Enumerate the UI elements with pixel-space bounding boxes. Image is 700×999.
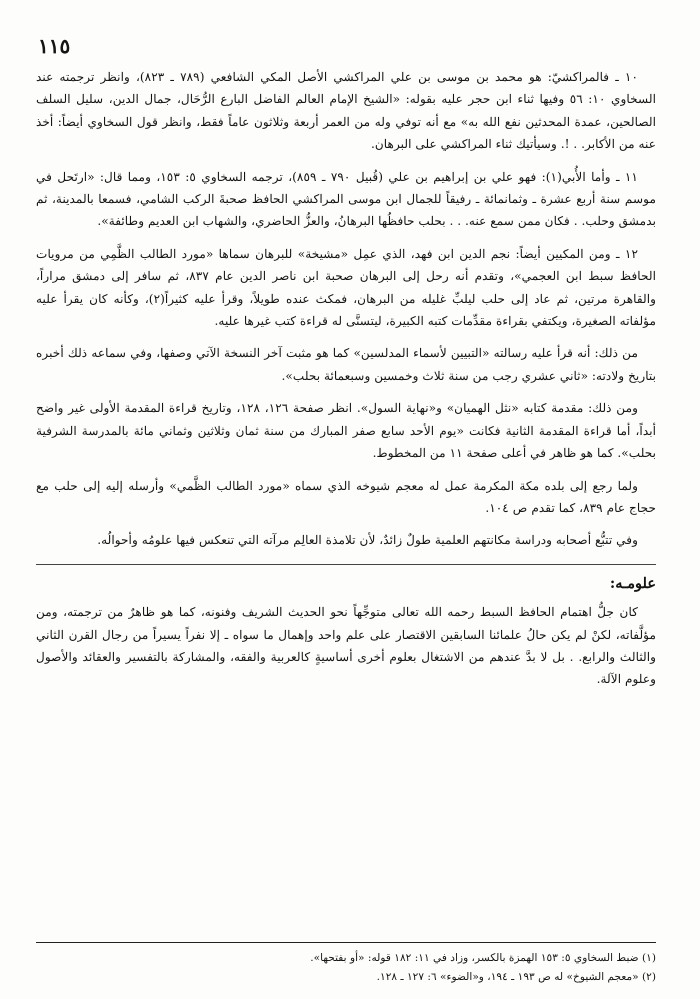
- paragraph-entry-10: ١٠ ـ فالمراكشيّ: هو محمد بن موسى بن علي المراكشي الأصل المكي الشافعي (٧٨٩ ـ ٨٢٣)، وانظر ترجمته عند السخاوي ١٠: ٥٦ وفيها ثناء ابن حجر عليه بقوله: «الشيخ الإمام العالم الفاضل البارع الرُّحَال، جمال الدين، سليل السلف الصالحين، عمدة المحدثين نفع الله به» مع أنه توفي وله من العمر أربعة وثلاثون عاماً فقط، وانظر قول السخاوي أيضاً: أخذ عنه من الأكابر. . !. وسيأتيك ثناء المراكشي على البرهان.: [36, 70, 656, 152]
- section-heading-uloom: علومـه:: [36, 564, 656, 595]
- paragraph-entry-11: ١١ ـ وأما الأُبي(١): فهو علي بن إبراهيم بن علي (قُبيل ٧٩٠ ـ ٨٥٩)، ترجمه السخاوي ٥: ١٥٣، ومما قال: «ارتَحل في موسم سنة أربع عشرة ـ وثمانمائة ـ رفيقاً للجمال ابن موسى المراكشي الحافظ صحبةَ الركب الشامي، فسمعا بالمدينة، ثم بدمشق وحلب. . فكان ممن سمع عنه. . . بحلب حافظُها البرهانُ، والعزُّ الحاضري، والشهاب ابن العديم وطائفة».: [36, 169, 656, 229]
- footnote-1: (١) ضبط السخاوي ٥: ١٥٣ الهمزة بالكسر، وزاد في ١١: ١٨٢ قوله: «أو بفتحها».: [310, 952, 656, 964]
- page-number: ١١٥: [38, 34, 71, 58]
- paragraph-muqaddima: ومن ذلك: مقدمة كتابه «نثل الهميان» و«نهاية السول». انظر صفحة ١٢٦، ١٢٨، وتاريخ قراءة المقدمة الأولى غير واضح أبداً، أما قراءة المقدمة الثانية فكانت «يوم الأحد سابع صفر المبارك من سنة ثمان وثلاثين وثماني مائة بالمدرسة الشرفية بحلب». كما هو ظاهر في أعلى صفحة ١١ من المخطوط.: [36, 401, 656, 461]
- main-text: [36, 66, 656, 701]
- footnote-2: (٢) «معجم الشيوخ» له ص ١٩٣ ـ ١٩٤، و«الضوء» ٦: ١٢٧ ـ ١٢٨.: [376, 970, 656, 983]
- paragraph-tabyin: من ذلك: أنه قرأ عليه رسالته «التبيين لأسماء المدلسين» كما هو مثبت آخر النسخة الآتي وصفها، وفي سماعه ذلك أخبره بتاريخ ولادته: «ثاني عشري رجب من سنة ثلاث وخمسين وسبعمائة بحلب».: [36, 346, 656, 383]
- paragraph-mujam: ولما رجع إلى بلده مكة المكرمة عمل له معجم شيوخه الذي سماه «مورد الطالب الظَّمي» وأرسله إليه إلى حلب مع حجاج عام ٨٣٩، كما تقدم ص ١٠٤.: [36, 478, 656, 515]
- footnotes: [36, 942, 656, 986]
- paragraph-uloom: كان جلُّ اهتمام الحافظ السبط رحمه الله تعالى متوجِّهاً نحو الحديث الشريف وفنونه، كما هو ظاهرٌ من ترجمته، ومن مؤلَّفاته، لكنْ لم يكن حالُ علمائنا السابقين الاقتصار على علم واحد وإهمال ما سواه ـ إلا نفراً يسيراً من رجال القرن الثاني والثالث والرابع. . بل لا بدَّ عندهم من الاشتغال بعلوم أخرى أساسيةٍ كالعربية والفقه، والمشاركة بالتفسير والعقائد والأصول وعلوم الآلة.: [36, 605, 656, 687]
- paragraph-entry-12: ١٢ ـ ومن المكيين أيضاً: نجم الدين ابن فهد، الذي عمِل «مشيخة» للبرهان سماها «مورد الطالب الظَّمِي من مرويات الحافظ سبط ابن العجمي»، وتقدم أنه رحل إلى البرهان صحبة ابن ناصر الدين عام ٨٣٧، ثم سافر إلى دمشق مراراً، والقاهرة مرتين، ثم عاد إلى حلب ليلبِّ غليله من البرهان، فمكث عنده طويلاً، وقرأ عليه كثيراً(٢)، وكأنه كان يقرأ عليه مؤلفاته الصغيرة، ويكتفي بقراءة مقدِّمات كتبه الكبيرة، ليتسنَّى له قراءة كتب غيرها عليه.: [36, 246, 656, 329]
- paragraph-ashab: وفي تتبُّع أصحابه ودراسة مكانتهم العلمية طولٌ زائدٌ، لأن تلامذة العالِم مرآته التي تنعكس فيها علومُه وأحوالُه.: [97, 533, 638, 548]
